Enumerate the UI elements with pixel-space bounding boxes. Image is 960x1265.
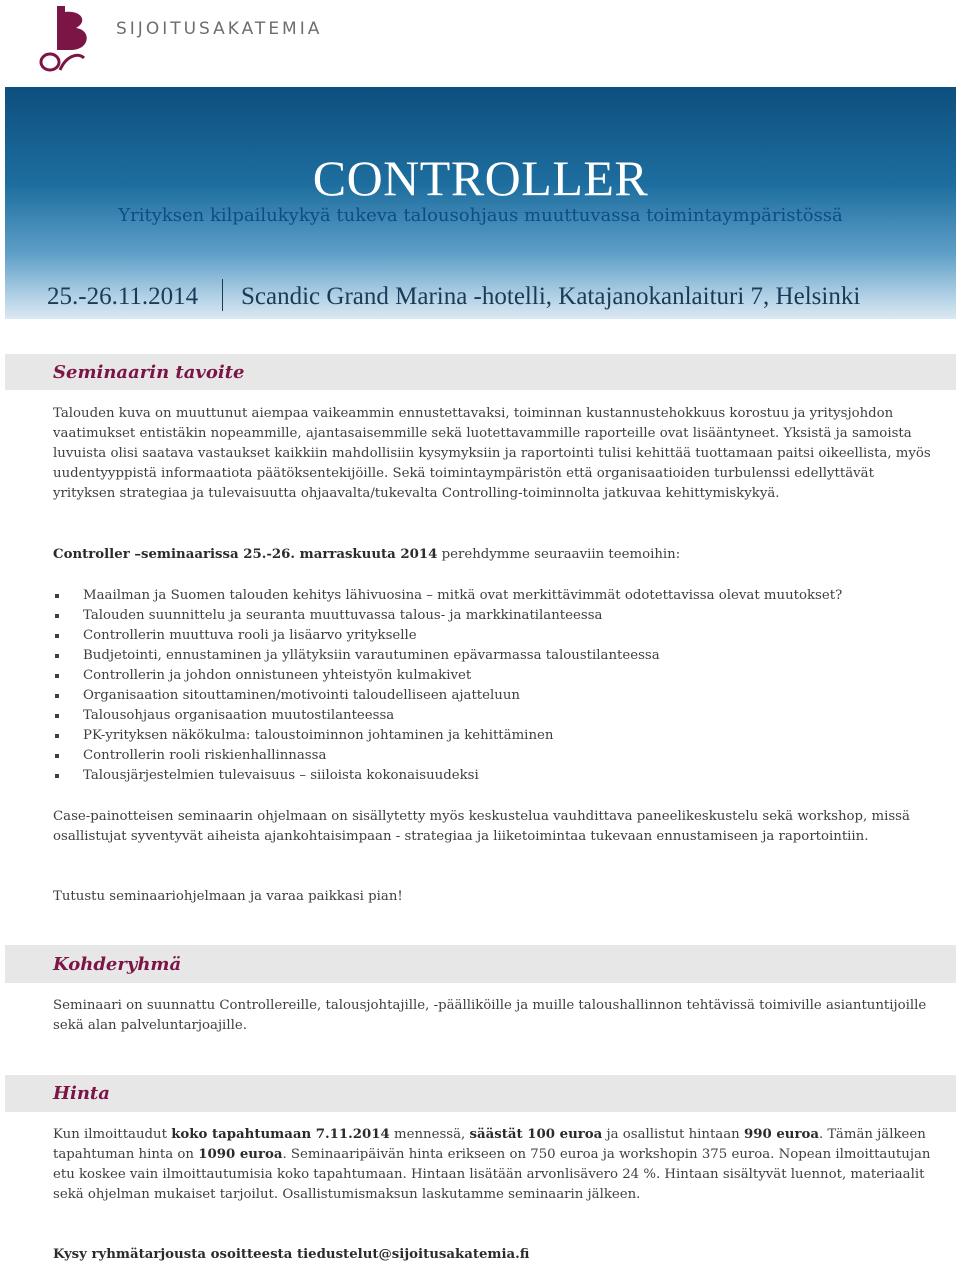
topic-item <box>53 586 933 606</box>
topic-text: Talousjärjestelmien tulevaisuus – siiloista kokonaisuudeksi <box>83 768 479 783</box>
topic-item <box>53 646 933 666</box>
case-text: Case-painotteisen seminaarin ohjelmaan on sisällytetty myös keskustelua vauhdittava paneelikeskustelu sekä workshop, missä osallistujat syventyvät aiheista ajankohtaisimpaan - strategiaa ja liiketoimintaa tukevaan ennustamiseen ja raportointiin. <box>53 809 910 844</box>
section-band-price <box>5 1075 956 1112</box>
price-early: 990 euroa <box>743 1127 819 1142</box>
price-text <box>53 1125 938 1205</box>
topics-list <box>53 586 933 786</box>
topics-lead-bold: Controller –seminaarissa 25.-26. marraskuuta 2014 <box>53 547 438 562</box>
section-heading-price: Hinta <box>53 1083 110 1104</box>
topic-text: Talousohjaus organisaation muutostilanteessa <box>83 708 395 723</box>
bullet-icon <box>55 714 59 718</box>
price-text-part: ja osallistut hintaan <box>602 1127 744 1142</box>
topic-item <box>53 606 933 626</box>
bullet-icon <box>55 634 59 638</box>
price-text-part: mennessä, <box>389 1127 470 1142</box>
topic-item <box>53 726 933 746</box>
topic-item <box>53 686 933 706</box>
topic-text: Budjetointi, ennustaminen ja yllätyksiin varautuminen epävarmassa taloustilanteessa <box>83 648 660 663</box>
topic-item <box>53 706 933 726</box>
event-date: 25.-26.11.2014 <box>47 283 199 310</box>
date-venue-divider <box>222 279 223 311</box>
topics-lead <box>53 545 938 565</box>
price-regular: 1090 euroa <box>198 1147 283 1162</box>
group-offer-contact-text: Kysy ryhmätarjousta osoitteesta tiedustelut@sijoitusakatemia.fi <box>53 1247 530 1262</box>
event-title: CONTROLLER <box>312 150 649 206</box>
topic-text: PK-yrityksen näkökulma: taloustoiminnon johtaminen ja kehittäminen <box>83 728 554 743</box>
title-banner <box>5 87 956 319</box>
topic-item <box>53 666 933 686</box>
section-heading-audience: Kohderyhmä <box>53 954 182 975</box>
price-deadline: koko tapahtumaan 7.11.2014 <box>171 1127 390 1142</box>
sijoitusakatemia-logo <box>38 6 98 72</box>
price-saving: säästät 100 euroa <box>469 1127 603 1142</box>
bullet-icon <box>55 654 59 658</box>
goal-intro-text: Talouden kuva on muuttunut aiempaa vaikeammin ennustettavaksi, toiminnan kustannustehokkuus korostuu ja yritysjohdon vaatimukset entistäkin nopeammille, ajantasaisemmille sekä luotettavammille raporteille ovat lisääntyneet. Yksistä ja samoista luvuista olisi saatava vastaukset kaikkiin mahdollisiin kysymyksiin ja raportointi tulisi kehittää tuottamaan paitsi oikeellista, myös uudentyyppistä informaatiota päätöksentekijöille. Sekä toimintaympäristön että organisaatioiden turbulenssi edellyttävät yrityksen strategiaa ja tulevaisuutta ohjaavalta/tukevalta Controlling-toiminnolta jatkuvaa kehittymiskykyä. <box>53 406 931 501</box>
topic-text: Controllerin rooli riskienhallinnassa <box>83 748 327 763</box>
group-offer-contact <box>53 1245 938 1265</box>
topic-text: Organisaation sitouttaminen/motivointi taloudelliseen ajatteluun <box>83 688 520 703</box>
topic-text: Talouden suunnittelu ja seuranta muuttuvassa talous- ja markkinatilanteessa <box>83 608 603 623</box>
bullet-icon <box>55 774 59 778</box>
price-text-part: . Seminaaripäivän hinta erikseen on 750 euroa ja workshopin 375 euroa. Nopean ilmoittautujan etu koskee vain ilmoittautumisia koko tapahtumaan. Hintaan lisätään arvonlisävero 24 %. Hintaan sisältyvät luennot, materiaalit sekä ohjelman mukaiset tarjoilut. Osallistumismaksun laskutamme seminaarin jälkeen. <box>53 1147 931 1202</box>
event-venue: Scandic Grand Marina -hotelli, Katajanokanlaituri 7, Helsinki <box>241 283 861 310</box>
event-subtitle: Yrityksen kilpailukykyä tukeva talousohjaus muuttuvassa toimintaympäristössä <box>118 205 843 226</box>
call-to-action: Tutustu seminaariohjelmaan ja varaa paikkasi pian! <box>53 889 403 904</box>
bullet-icon <box>55 674 59 678</box>
bullet-icon <box>55 694 59 698</box>
price-text-part: Kun ilmoittaudut <box>53 1127 172 1142</box>
bullet-icon <box>55 734 59 738</box>
topic-text: Controllerin ja johdon onnistuneen yhteistyön kulmakivet <box>83 668 472 683</box>
audience-text: Seminaari on suunnattu Controllereille, talousjohtajille, -päälliköille ja muille taloushallinnon tehtävissä toimiville asiantuntijoille sekä alan palveluntarjoajille. <box>53 998 927 1033</box>
bullet-icon <box>55 614 59 618</box>
topic-text: Maailman ja Suomen talouden kehitys lähivuosina – mitkä ovat merkittävimmät odotettavissa olevat muutokset? <box>83 588 843 603</box>
bullet-icon <box>55 594 59 598</box>
topics-lead-rest: perehdymme seuraaviin teemoihin: <box>437 547 681 562</box>
brand-name: SIJOITUSAKATEMIA <box>116 19 323 39</box>
price-text-part: . Tämän jälkeen tapahtuman hinta on <box>53 1127 926 1162</box>
topic-item <box>53 626 933 646</box>
topic-item <box>53 746 933 766</box>
topic-text: Controllerin muuttuva rooli ja lisäarvo yritykselle <box>83 628 417 643</box>
topic-item <box>53 766 933 786</box>
section-heading-goal: Seminaarin tavoite <box>53 362 245 383</box>
bullet-icon <box>55 754 59 758</box>
